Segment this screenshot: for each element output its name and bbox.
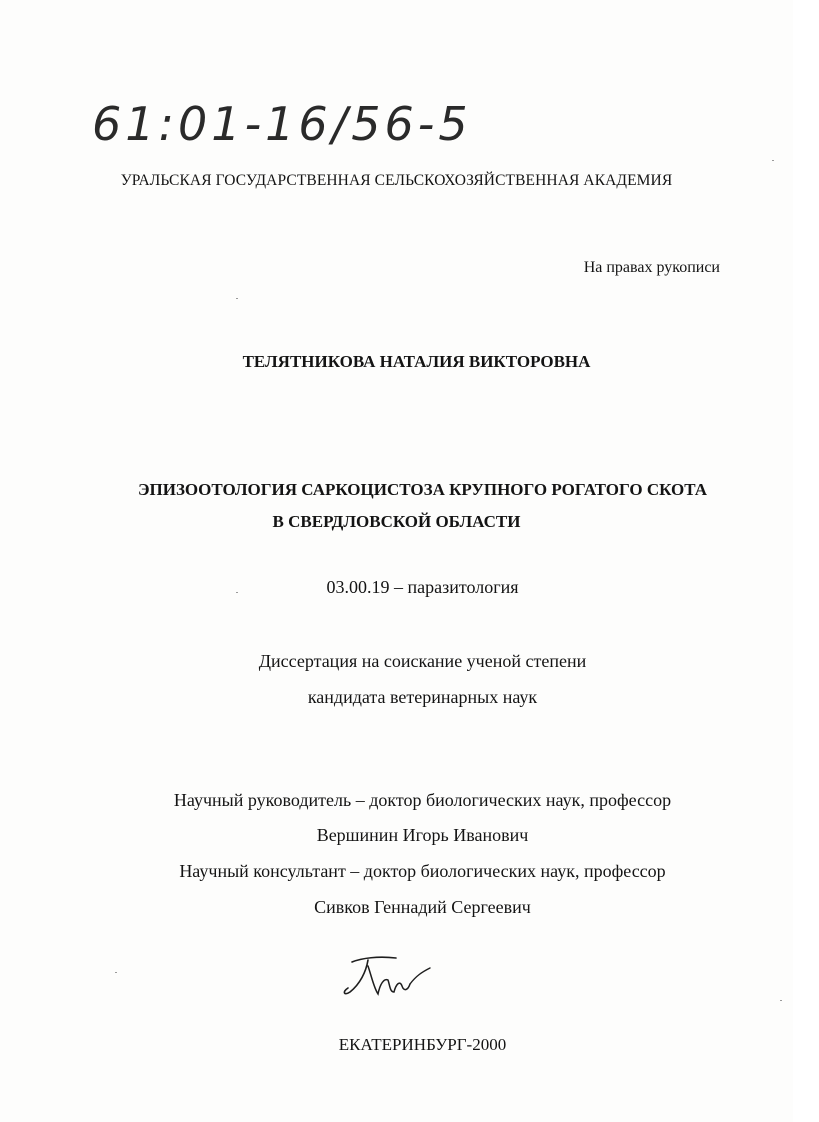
scan-speck <box>772 160 774 161</box>
scientific-consultant-role: Научный консультант – доктор биологических наук, профессор <box>179 861 666 881</box>
dissertation-title-line-1: ЭПИЗООТОЛОГИЯ САРКОЦИСТОЗА КРУПНОГО РОГАТОГО СКОТА <box>137 480 708 499</box>
scientific-consultant-name: Сивков Геннадий Сергеевич <box>314 897 531 917</box>
scan-speck <box>236 592 238 593</box>
handwritten-signature <box>338 948 438 1008</box>
scientific-advisor-role: Научный руководитель – доктор биологических наук, профессор <box>173 790 672 810</box>
degree-statement-line-1: Диссертация на соискание ученой степени <box>258 651 587 671</box>
degree-statement-line-2: кандидата ветеринарных наук <box>307 687 538 707</box>
handwritten-catalog-code <box>92 90 472 152</box>
handwritten-code-text: 61:01-16/56-5 <box>92 97 472 151</box>
dissertation-title-line-2: В СВЕРДЛОВСКОЙ ОБЛАСТИ <box>272 512 521 531</box>
scan-speck <box>115 972 117 973</box>
scan-speck <box>236 298 238 299</box>
specialty-code: 03.00.19 – паразитология <box>326 577 519 597</box>
city-and-year: ЕКАТЕРИНБУРГ-2000 <box>338 1035 507 1054</box>
scientific-advisor-name: Вершинин Игорь Иванович <box>316 825 529 845</box>
academy-name: УРАЛЬСКАЯ ГОСУДАРСТВЕННАЯ СЕЛЬСКОХОЗЯЙСТВЕННАЯ АКАДЕМИЯ <box>120 172 673 189</box>
scan-speck <box>780 1000 782 1001</box>
author-name: ТЕЛЯТНИКОВА НАТАЛИЯ ВИКТОРОВНА <box>242 352 591 371</box>
manuscript-rights-note: На правах рукописи <box>583 259 720 276</box>
